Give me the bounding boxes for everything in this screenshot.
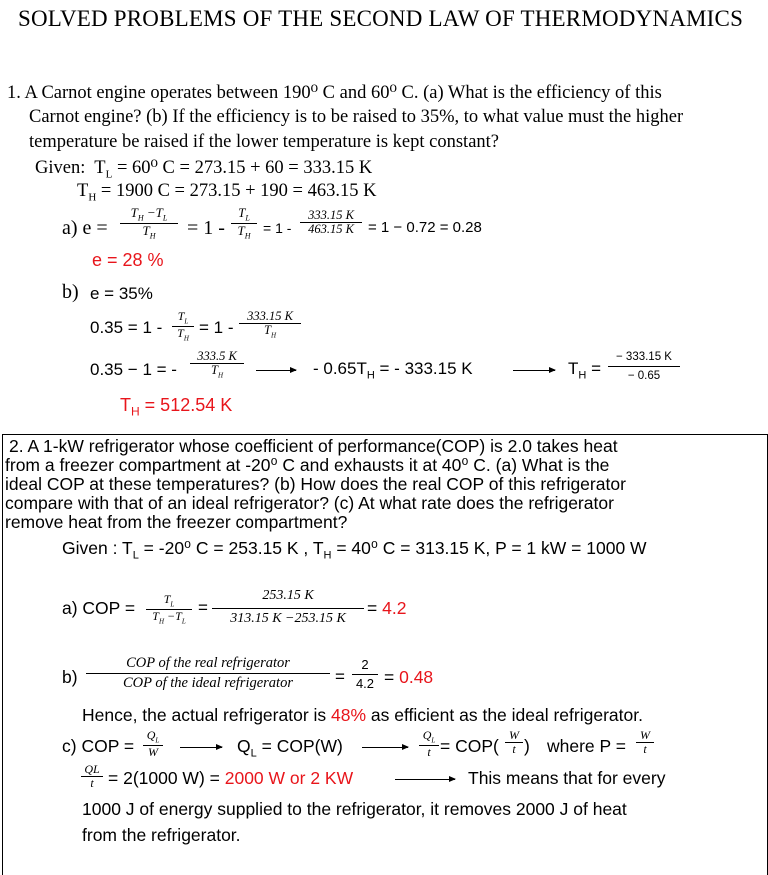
problem1-a-fraction2: $\frac{T_L}{T_H}$ (231, 206, 257, 241)
problem1-b-line1-fraction1: $\frac{T_L}{T_H}$ (172, 310, 194, 342)
problem2-line1: 2. A 1-kW refrigerator whose coefficient of performance(COP) is 2.0 takes heat (9, 436, 618, 456)
arrow-icon (180, 747, 222, 748)
problem2-hence: Hence, the actual refrigerator is 48% as efficient as the ideal refrigerator. (82, 705, 643, 725)
problem1-given-th: $T_H = 1900$ C = 273.15 + 190 = 463.15 K (77, 181, 377, 204)
problem2-c-fraction4: $\frac{W}{t}$ (636, 729, 654, 755)
problem1-a-fraction3: $\frac{333.15 K}{463.15 K}$ (300, 209, 362, 236)
problem2-line4: compare with that of an ideal refrigerator? (c) At what rate does the refrigerator (5, 493, 614, 513)
problem1-b-line2-th: $T_H$ = (568, 359, 601, 382)
problem1-b-label: b) (62, 281, 79, 303)
problem2-b-label: b) (62, 667, 78, 687)
problem2-c2-post: This means that for every (468, 768, 666, 788)
arrow-icon (395, 779, 455, 780)
problem2-c4: from the refrigerator. (82, 825, 241, 845)
problem2-line2: from a freezer compartment at -20⁰ C and exhausts it at 40⁰ C. (a) What is the (5, 455, 610, 475)
problem2-a-answer-line: = 4.2 (367, 598, 407, 618)
arrow-icon (513, 370, 555, 371)
problem1-a-fraction1: $\frac{T_H -T_L}{T_H}$ (120, 206, 178, 241)
problem2-c2-fraction: $\frac{QL}{t}$ (81, 763, 103, 789)
problem1-a-eq2: = 1 - (263, 220, 292, 236)
problem2-c-close: ) (524, 736, 530, 756)
problem2-c-cop: = COP( (440, 736, 499, 756)
arrow-icon (362, 747, 408, 748)
problem1-line2: Carnot engine? (b) If the efficiency is to be raised to 35%, to what value must the higher (29, 107, 684, 127)
problem2-line3: ideal COP at these temperatures? (b) How does the real COP of this refrigerator (5, 474, 626, 494)
page-title: SOLVED PROBLEMS OF THE SECOND LAW OF THERMODYNAMICS (18, 6, 744, 31)
problem1-b-line2-fraction1: $\frac{333.5 K}{T_H}$ (190, 350, 244, 380)
problem2-b-fraction2: $\frac{2}{4.2}$ (352, 658, 378, 690)
problem1-b-line1-mid: = 1 - (199, 318, 234, 337)
problem1-a-answer: e = 28 % (92, 250, 164, 270)
problem2-c2-text: = 2(1000 W) = 2000 W or 2 KW (108, 768, 354, 788)
problem1-b-line2-pre: 0.35 − 1 = - (90, 360, 177, 379)
problem2-line5: remove heat from the freezer compartment? (5, 512, 348, 532)
problem2-b-answer-line: = 0.48 (384, 667, 434, 687)
problem1-a-eq1: = 1 - (187, 217, 225, 239)
problem2-b-fraction1: COP of the real refrigerator COP of the ideal refrigerator (86, 656, 330, 691)
problem1-b-line2-fraction3: $\frac{- 333.15 K}{- 0.65}$ (608, 351, 680, 382)
problem2-c-where: where P = (547, 736, 626, 756)
problem1-b-line2-mid: - $0.65T_H$ = - 333.15 K (313, 359, 473, 382)
problem1-given-tl: Given: $T_L = 60^0$ C = 273.15 + 60 = 333.15 K (35, 158, 373, 181)
problem1-a-result: = 1 − 0.72 = 0.28 (368, 219, 482, 236)
problem2-c-mid: $Q_L = COP(W)$ (237, 736, 343, 760)
problem1-line3: temperature be raised if the lower temperature is kept constant? (29, 132, 500, 152)
problem1-a-label: a) e = (62, 217, 108, 239)
problem1-b-line1-pre: 0.35 = 1 - (90, 318, 163, 337)
problem2-c-label: c) COP = (62, 736, 135, 756)
problem2-c-fraction1: $\frac{Q_L}{W}$ (143, 729, 163, 758)
problem2-a-label: a) COP = (62, 598, 136, 618)
arrow-icon (256, 370, 296, 371)
problem1-b-line1-fraction2: $\frac{333.15 K}{T_H}$ (239, 310, 301, 340)
problem2-a-fraction1: $\frac{T_L}{T_H -T_L}$ (146, 593, 192, 625)
problem2-b-eq: = (335, 667, 345, 686)
problem2-a-eq: = (198, 598, 208, 617)
problem1-b-answer: $T_H = 512.54$ K (120, 395, 233, 419)
problem2-c-fraction3: $\frac{W}{t}$ (505, 729, 523, 755)
problem2-given: Given : $T_L = -20^0$ C = 253.15 K , $T_H = 40^0$ C = 313.15 K, P = 1 kW = 1000 W (62, 538, 647, 562)
problem2-c-fraction2: $\frac{Q_L}{t}$ (419, 729, 439, 758)
problem1-b-given: e = 35% (90, 284, 153, 303)
problem1-line1: 1. A Carnot engine operates between 190⁰ C and 60⁰ C. (a) What is the efficiency of this (7, 83, 662, 103)
problem2-c3: 1000 J of energy supplied to the refrigerator, it removes 2000 J of heat (82, 799, 627, 819)
problem2-a-fraction2: $\frac{253.15 K}{313.15 K -253.15 K}$ (212, 589, 364, 626)
